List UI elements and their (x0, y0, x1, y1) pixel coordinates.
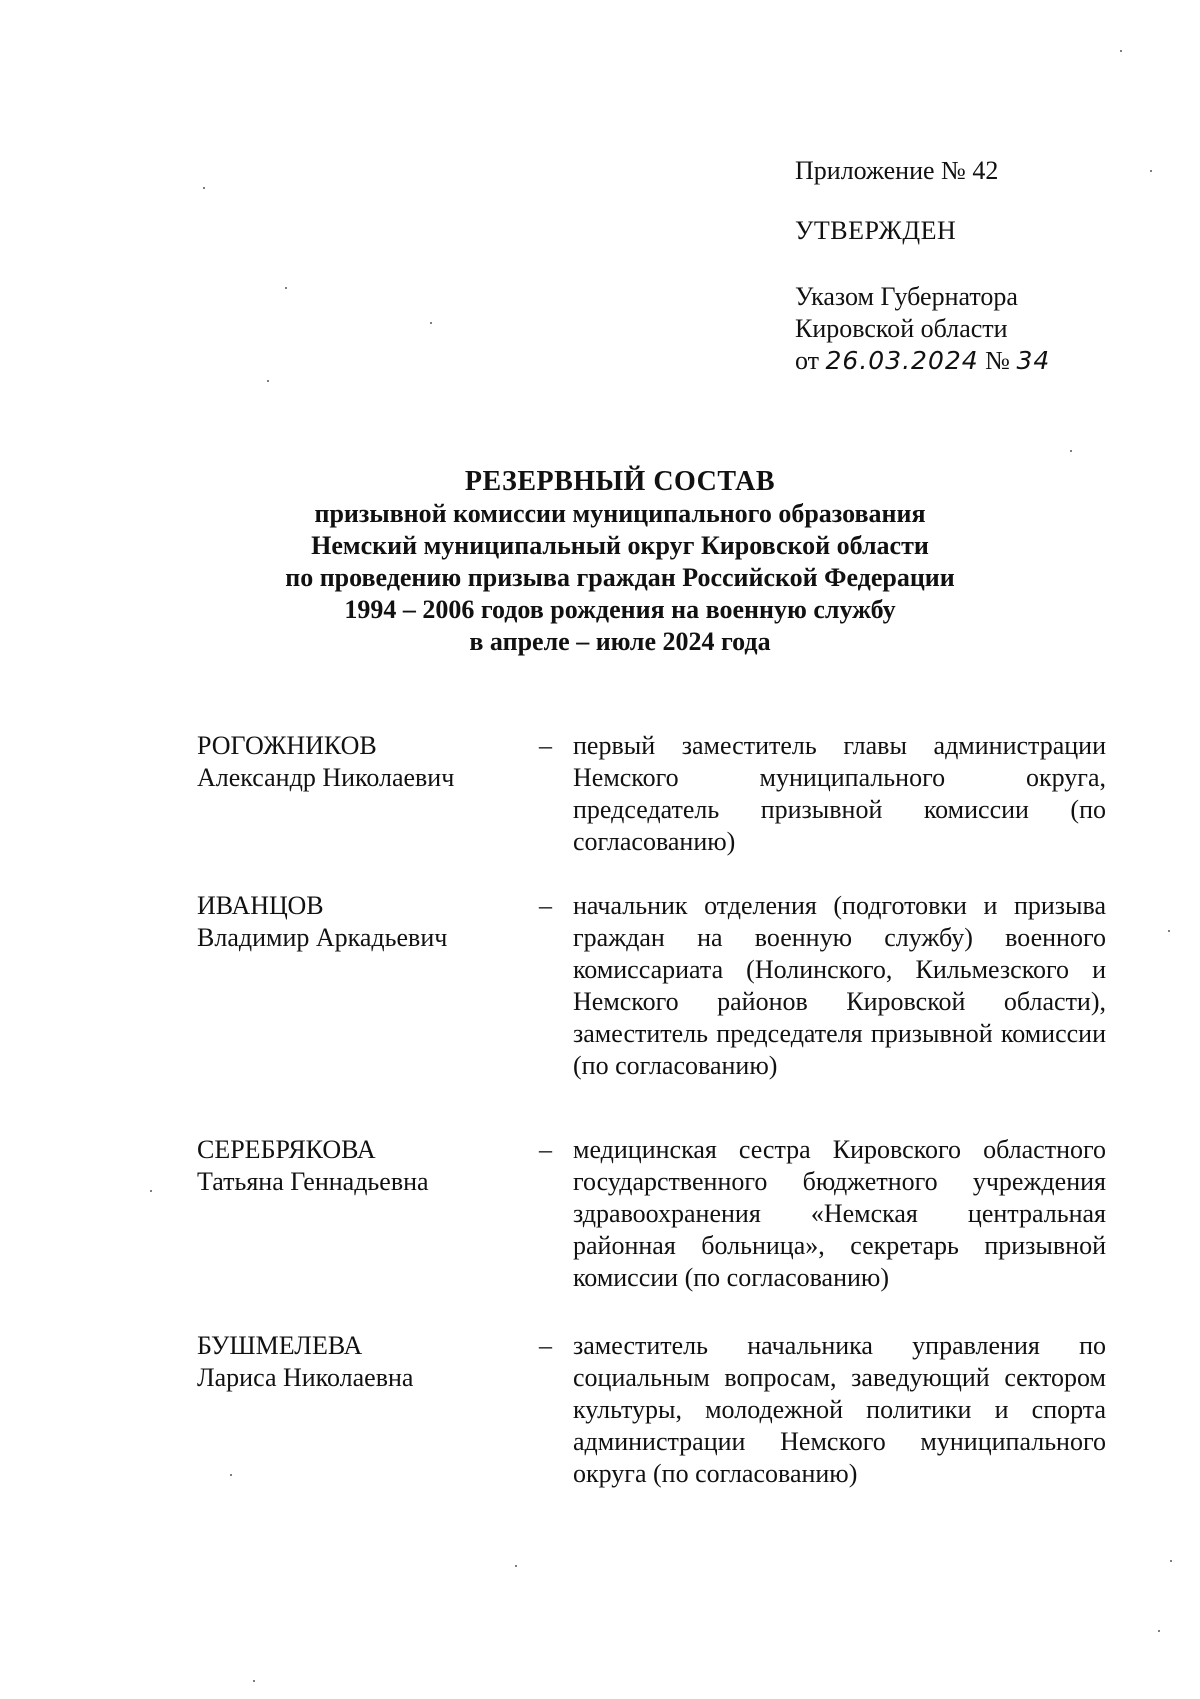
scan-speck (1070, 450, 1072, 452)
title-line-6: в апреле – июле 2024 года (469, 627, 771, 656)
approved-by-line-2: Кировской области (795, 314, 1008, 343)
date-prefix: от (795, 346, 820, 375)
title-line-2: призывной комиссии муниципального образования (314, 499, 926, 528)
member-name (197, 1134, 539, 1294)
member-surname: ИВАНЦОВ (197, 891, 324, 920)
number-prefix: № (985, 346, 1010, 375)
member-role: заместитель начальника управления по социальным вопросам, заведующий сектором культуры, молодежной политики и спорта администрации Немского муниципального округа (по согласованию) (573, 1331, 1106, 1488)
scan-speck (253, 1680, 255, 1682)
title-line-5: 1994 – 2006 годов рождения на военную службу (344, 595, 896, 624)
scan-speck (230, 1474, 232, 1476)
member-surname: БУШМЕЛЕВА (197, 1331, 363, 1360)
member-role: первый заместитель главы администрации Немского муниципального округа, председатель призывной комиссии (по согласованию) (573, 731, 1106, 856)
approved-by-line-1: Указом Губернатора (795, 282, 1018, 311)
approved-label: УТВЕРЖДЕН (795, 216, 957, 245)
scan-speck (203, 187, 205, 189)
title-line-1: РЕЗЕРВНЫЙ СОСТАВ (464, 466, 776, 497)
member-dash: – (539, 731, 552, 760)
member-entry (197, 730, 1117, 858)
handwritten-date: 26.03.2024 (825, 346, 979, 375)
title-line-3: Немский муниципальный округ Кировской области (311, 531, 929, 560)
member-name (197, 730, 539, 858)
member-role: начальник отделения (подготовки и призыва граждан на военную службу) военного комиссариата (Нолинского, Кильмезского и Немского районов Кировской области), заместитель председателя призывной комиссии (по согласованию) (573, 891, 1106, 1080)
member-given-names: Лариса Николаевна (197, 1363, 414, 1392)
member-dash: – (539, 891, 552, 920)
member-list (197, 730, 1117, 1490)
scan-speck (1168, 930, 1170, 932)
scan-speck (1150, 170, 1152, 172)
member-role: медицинская сестра Кировского областного государственного бюджетного учреждения здравоохранения «Немская центральная районная больница», секретарь призывной комиссии (по согласованию) (573, 1135, 1106, 1292)
scan-speck (267, 380, 269, 382)
member-given-names: Владимир Аркадьевич (197, 923, 448, 952)
member-entry (197, 1134, 1117, 1294)
handwritten-number: 34 (1016, 346, 1051, 375)
scan-speck (1170, 1560, 1172, 1562)
member-given-names: Татьяна Геннадьевна (197, 1167, 429, 1196)
scan-speck (515, 1565, 517, 1567)
member-given-names: Александр Николаевич (197, 763, 455, 792)
member-entry (197, 1330, 1117, 1490)
member-name (197, 890, 539, 1082)
member-entry (197, 890, 1117, 1082)
approval-block (795, 155, 1125, 377)
scan-speck (150, 1190, 152, 1192)
scan-speck (430, 322, 432, 324)
member-surname: РОГОЖНИКОВ (197, 731, 377, 760)
member-dash: – (539, 1331, 552, 1360)
approval-date-line (795, 345, 1125, 377)
member-name (197, 1330, 539, 1490)
document-title (160, 466, 1080, 658)
scan-speck (285, 287, 287, 289)
annex-number: Приложение № 42 (795, 156, 999, 185)
scan-speck (1158, 1630, 1160, 1632)
title-line-4: по проведению призыва граждан Российской Федерации (285, 563, 955, 592)
member-dash: – (539, 1135, 552, 1164)
scan-speck (1120, 50, 1122, 52)
member-surname: СЕРЕБРЯКОВА (197, 1135, 376, 1164)
